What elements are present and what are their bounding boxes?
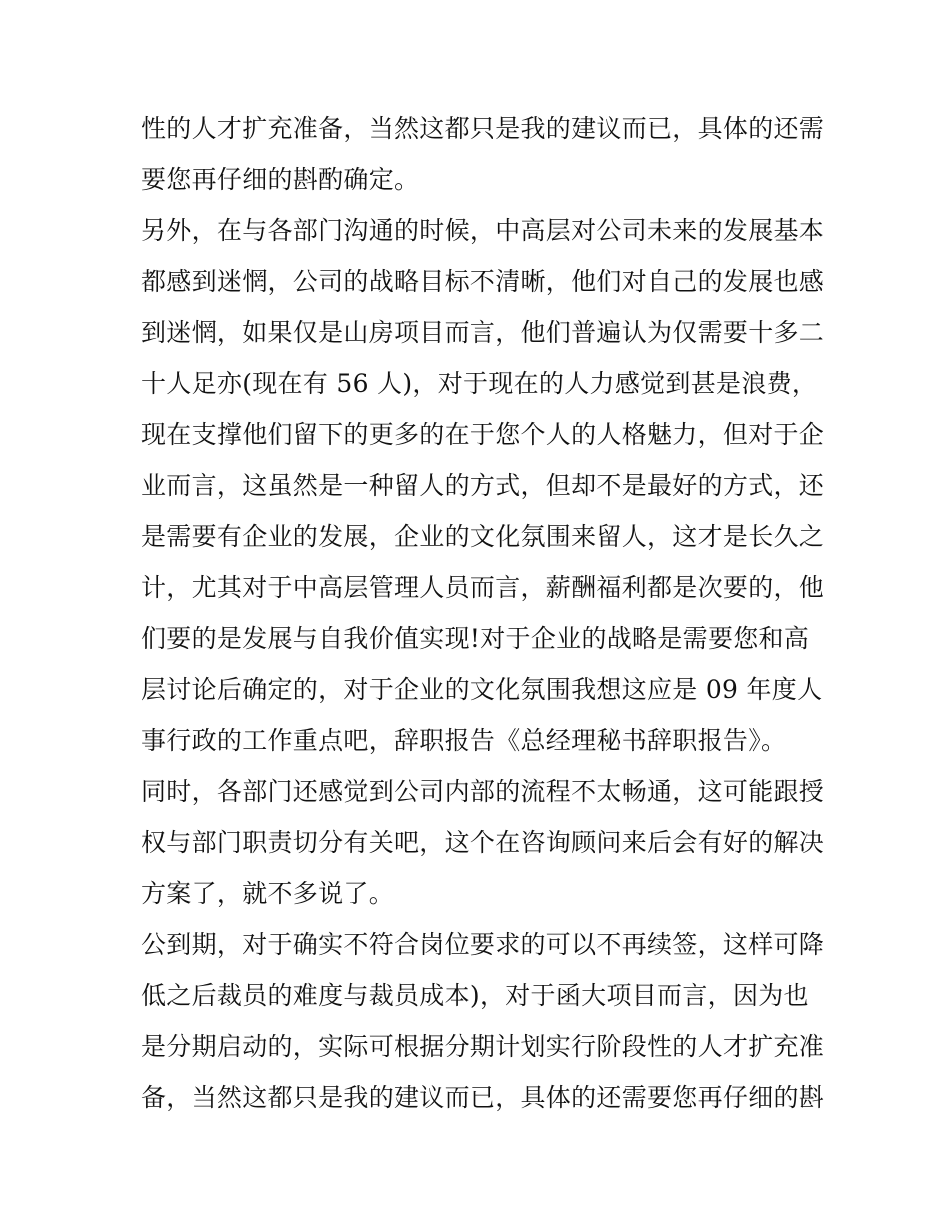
text-line: 到迷惘，如果仅是山房项目而言，他们普遍认为仅需要十多二	[141, 318, 825, 347]
text-line: 性的人才扩充准备，当然这都只是我的建议而已，具体的还需	[141, 114, 825, 143]
text-line: 现在支撑他们留下的更多的在于您个人的人格魅力，但对于企	[141, 420, 825, 449]
text-line: 备，当然这都只是我的建议而已，具体的还需要您再仔细的斟	[141, 1083, 825, 1112]
text-line: 业而言，这虽然是一种留人的方式，但却不是最好的方式，还	[141, 471, 825, 500]
text-line: 是分期启动的，实际可根据分期计划实行阶段性的人才扩充准	[141, 1032, 825, 1061]
text-line: 方案了，就不多说了。	[141, 879, 395, 908]
text-line: 同时，各部门还感觉到公司内部的流程不太畅通，这可能跟授	[141, 777, 825, 806]
text-line: 低之后裁员的难度与裁员成本)，对于函大项目而言，因为也	[141, 981, 809, 1010]
text-line: 是需要有企业的发展，企业的文化氛围来留人，这才是长久之	[141, 522, 825, 551]
text-line: 们要的是发展与自我价值实现!对于企业的战略是需要您和高	[141, 624, 810, 653]
text-line: 都感到迷惘，公司的战略目标不清晰，他们对自己的发展也感	[141, 267, 825, 296]
text-line: 层讨论后确定的，对于企业的文化氛围我想这应是 09 年度人	[141, 675, 823, 704]
text-line: 计，尤其对于中高层管理人员而言，薪酬福利都是次要的，他	[141, 573, 825, 602]
text-line: 公到期，对于确实不符合岗位要求的可以不再续签，这样可降	[141, 930, 825, 959]
text-line: 要您再仔细的斟酌确定。	[141, 165, 420, 194]
text-line: 事行政的工作重点吧，辞职报告《总经理秘书辞职报告》。	[141, 726, 787, 755]
text-line: 十人足亦(现在有 56 人)，对于现在的人力感觉到甚是浪费，	[141, 369, 818, 398]
text-line: 权与部门职责切分有关吧，这个在咨询顾问来后会有好的解决	[141, 828, 825, 857]
text-line: 另外，在与各部门沟通的时候，中高层对公司未来的发展基本	[141, 216, 825, 245]
